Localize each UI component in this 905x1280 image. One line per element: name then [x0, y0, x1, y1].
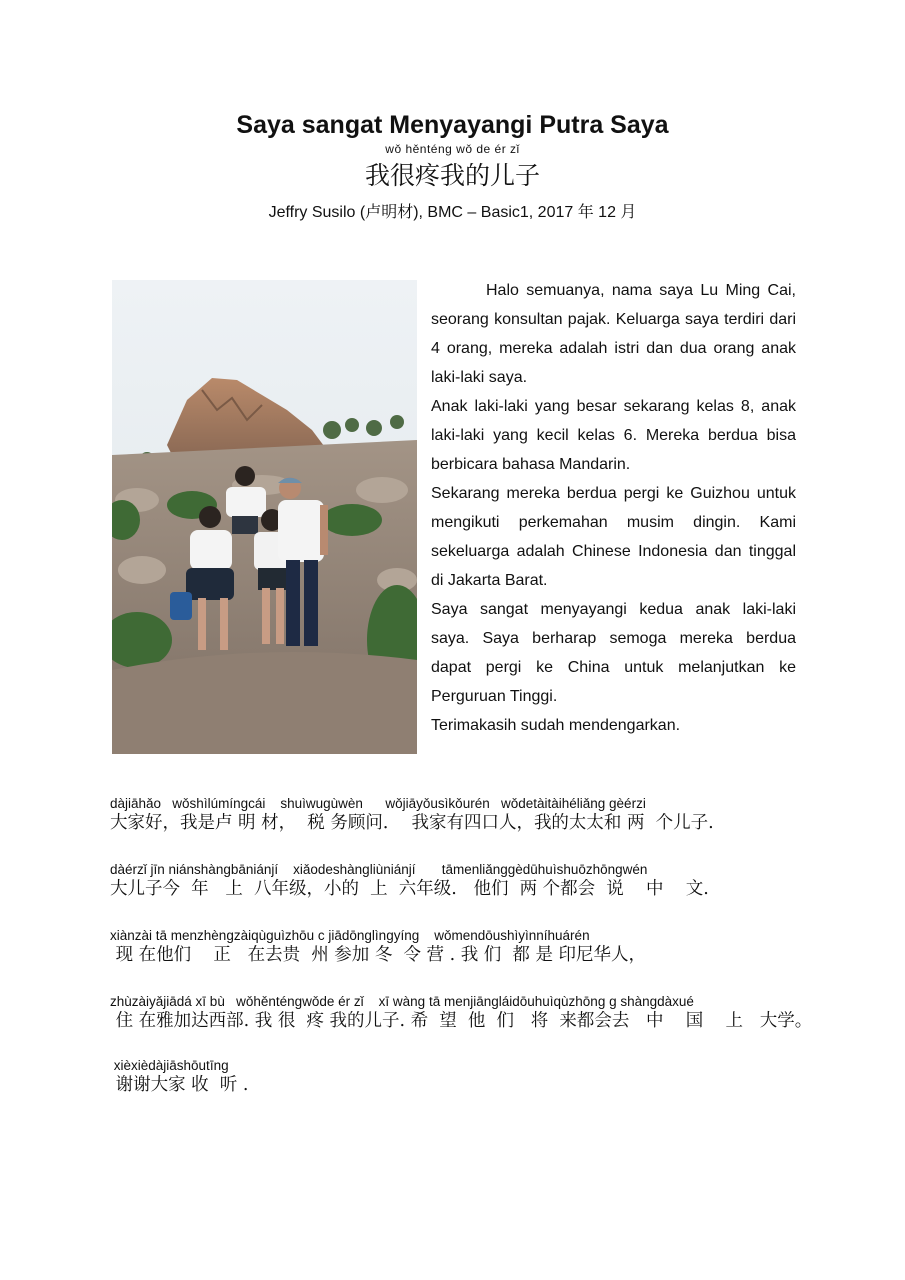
pinyin-line	[110, 796, 810, 834]
body-paragraph: Saya sangat menyayangi kedua anak laki-laki saya. Saya berharap semoga mereka berdua dapat pergi ke China untuk melanjutkan ke Perguruan Tinggi.	[431, 601, 796, 705]
article-body	[431, 276, 796, 740]
chinese-text: 谢谢大家 收 听 .	[110, 1075, 249, 1095]
family-photo	[112, 280, 417, 754]
body-paragraph: Anak laki-laki yang besar sekarang kelas 8, anak laki-laki yang kecil kelas 6. Mereka berdua bisa berbicara bahasa Mandarin.	[431, 398, 796, 473]
chinese-text: 大儿子今 年 上 八年级，小的 上 六年级. 他们 两 个都会 说 中 文.	[110, 879, 709, 899]
pinyin-text: xiànzài tā menzhèngzàiqùguìzhōu c jiādōnglìngyíng wǒmendōushìyìnníhuárén	[110, 928, 590, 943]
pinyin-line	[110, 1058, 810, 1096]
title-pinyin: wǒ hěnténg wǒ de ér zǐ	[385, 142, 520, 156]
title-chinese: 我很疼我的儿子	[364, 161, 540, 190]
pinyin-text: dàjiāhǎo wǒshìlúmíngcái shuìwugùwèn wǒjiāyǒusìkǒurén wǒdetàitàihéliǎng gèérzi	[110, 796, 646, 811]
pinyin-line	[110, 862, 810, 900]
pinyin-line	[110, 928, 810, 966]
body-paragraph: Halo semuanya, nama saya Lu Ming Cai, seorang konsultan pajak. Keluarga saya terdiri dari 4 orang, mereka adalah istri dan dua orang anak laki-laki saya.	[431, 282, 796, 386]
chinese-text: 现 在他们 正 在去贵 州 参加 冬 令 营 . 我 们 都 是 印尼华人，	[110, 945, 647, 965]
chinese-text: 住 在雅加达西部. 我 很 疼 我的儿子. 希 望 他 们 将 来都会去 中 国 上 大学。	[110, 1011, 813, 1031]
body-paragraph: Terimakasih sudah mendengarkan.	[431, 717, 681, 734]
family-photo-mountain-icon	[112, 280, 417, 754]
pinyin-text: zhùzàiyǎjiādá xī bù wǒhěnténgwǒde ér zǐ xī wàng tā menjiāngláidōuhuìqùzhōng g shàngdàxué	[110, 994, 694, 1009]
pinyin-text: xièxièdàjiāshōutīng	[110, 1058, 229, 1073]
author-byline: Jeffry Susilo (卢明材), BMC – Basic1, 2017 年 12 月	[268, 204, 637, 221]
chinese-text: 大家好，我是卢 明 材， 税 务顾问． 我家有四口人，我的太太和 两 个儿子.	[110, 813, 714, 833]
pinyin-text: dàérzǐ jīn niánshàngbāniánjí xiǎodeshàngliùniánjí tāmenliǎnggèdūhuìshuōzhōngwén	[110, 862, 648, 877]
pinyin-line	[110, 994, 813, 1032]
article-title: Saya sangat Menyayangi Putra Saya	[236, 111, 669, 139]
body-paragraph: Sekarang mereka berdua pergi ke Guizhou untuk mengikuti perkemahan musim dingin. Kami sekeluarga adalah Chinese Indonesia dan tinggal di Jakarta Barat.	[431, 485, 796, 589]
